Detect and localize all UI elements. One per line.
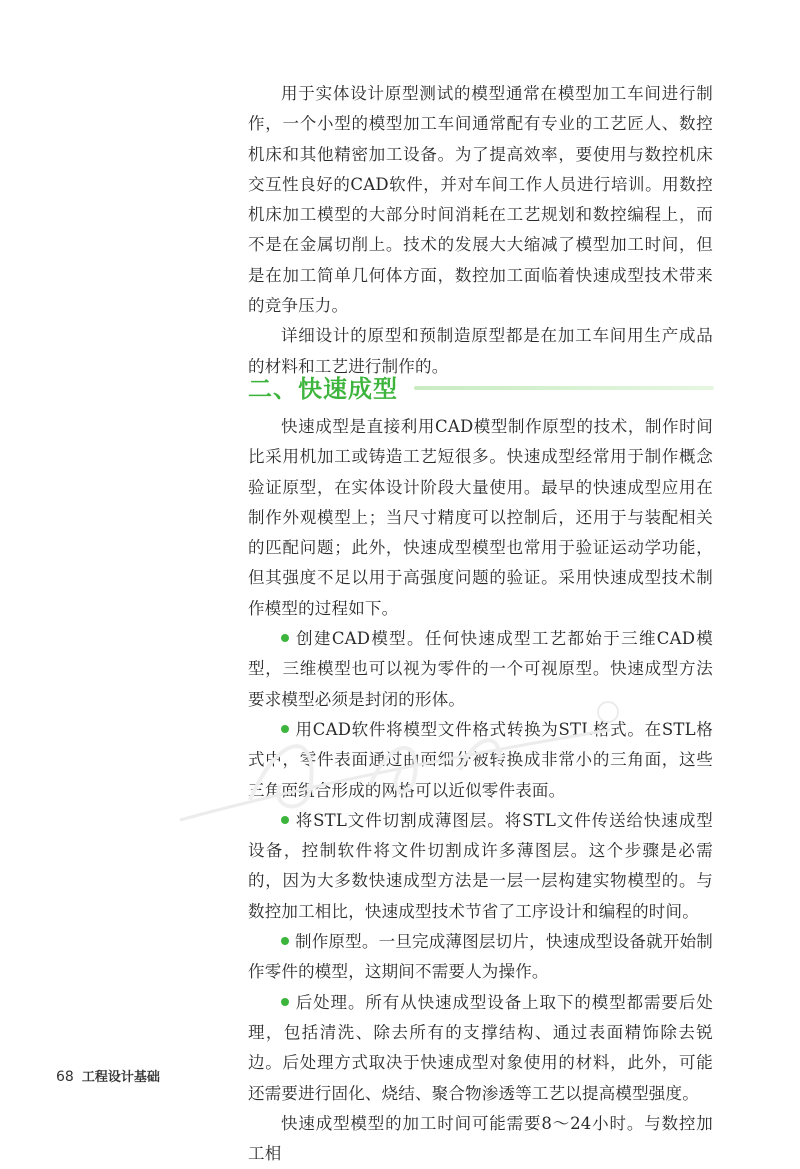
book-title: 工程设计基础: [81, 1070, 160, 1085]
section-paragraph-last: 快速成型模型的加工时间可能需要8～24小时。与数控加工相: [248, 1113, 713, 1164]
bullet-item: [248, 988, 713, 1109]
bullet-text: 创建CAD模型。任何快速成型工艺都始于三维CAD模型，三维模型也可以视为零件的一个可视原型。快速成型方法要求模型必须是封闭的形体。: [248, 629, 713, 709]
bullet-dot-icon: [281, 816, 289, 824]
intro-paragraph-1: 用于实体设计原型测试的模型通常在模型加工车间进行制作，一个小型的模型加工车间通常配有专业的工艺匠人、数控机床和其他精密加工设备。为了提高效率，要使用与数控机床交互性良好的CAD软件，并对车间工作人员进行培训。用数控机床加工模型的大部分时间消耗在工艺规划和数控编程上，而不是在金属切削上。技术的发展大大缩减了模型加工时间，但是在加工简单几何体方面，数控加工面临着快速成型技术带来的竞争压力。: [248, 84, 713, 316]
intro-paragraph-2: 详细设计的原型和预制造原型都是在加工车间用生产成品的材料和工艺进行制作的。: [248, 326, 713, 376]
intro-text: [248, 79, 713, 382]
section-paragraph: 快速成型是直接利用CAD模型制作原型的技术，制作时间比采用机加工或铸造工艺短很多。快速成型经常用于制作概念验证原型，在实体设计阶段大量使用。最早的快速成型应用在制作外观模型上；当尺寸精度可以控制后，还用于与装配相关的匹配问题；此外，快速成型模型也常用于验证运动学功能，但其强度不足以用于高强度问题的验证。采用快速成型技术制作模型的过程如下。: [248, 417, 713, 618]
bullet-dot-icon: [281, 998, 289, 1006]
section-title-rule: [414, 386, 714, 390]
page-footer: [56, 1066, 160, 1085]
bullet-item: [248, 927, 713, 988]
bullet-text: 用CAD软件将模型文件格式转换为STL格式。在STL格式中，零件表面通过曲面细分被转换成非常小的三角面，这些三角面组合形成的网格可以近似零件表面。: [248, 719, 713, 800]
bullet-text: 后处理。所有从快速成型设备上取下的模型都需要后处理，包括清洗、除去所有的支撑结构、通过表面精饰除去锐边。后处理方式取决于快速成型对象使用的材料，此外，可能还需要进行固化、烧结、聚合物渗透等工艺以提高模型强度。: [248, 992, 713, 1103]
bullet-item: [248, 624, 713, 715]
bullet-dot-icon: [281, 725, 289, 733]
bullet-dot-icon: [281, 634, 289, 642]
bullet-dot-icon: [281, 937, 289, 945]
section-heading: [248, 366, 714, 406]
bullet-item: [248, 806, 713, 927]
bullet-text: 将STL文件切割成薄图层。将STL文件传送给快速成型设备，控制软件将文件切割成许多薄图层。这个步骤是必需的，因为大多数快速成型方法是一层一层构建实物模型的。与数控加工相比，快速成型技术节省了工序设计和编程的时间。: [248, 810, 713, 921]
page-number: 68: [56, 1069, 74, 1085]
bullet-text: 制作原型。一旦完成薄图层切片，快速成型设备就开始制作零件的模型，这期间不需要人为操作。: [248, 932, 713, 982]
bullet-item: [248, 715, 713, 806]
section-title: 二、快速成型: [248, 374, 398, 403]
section-body: [248, 412, 713, 1169]
